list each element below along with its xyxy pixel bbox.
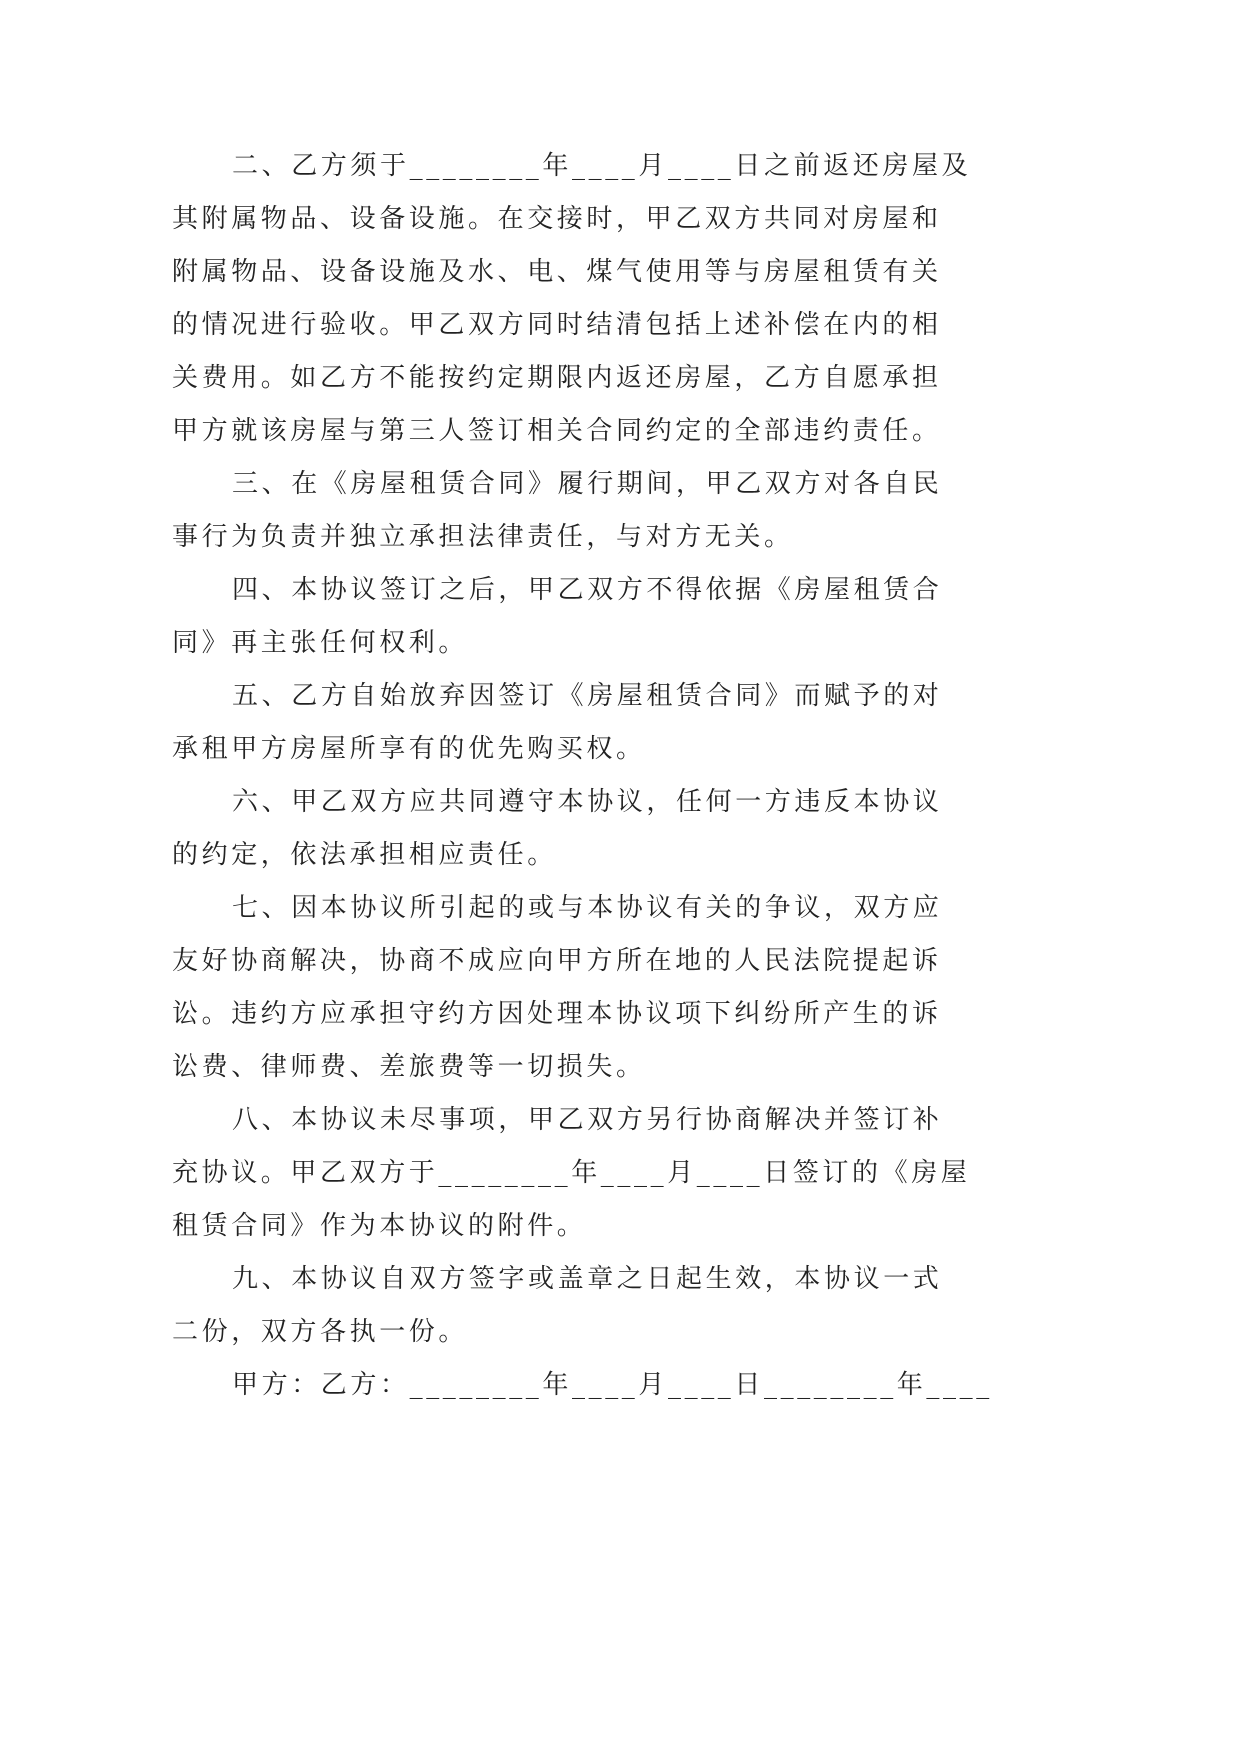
text-line: 附属物品、设备设施及水、电、煤气使用等与房屋租赁有关 — [172, 257, 942, 287]
clause-5 — [172, 670, 952, 776]
text-line: 八、本协议未尽事项，甲乙双方另行协商解决并签订补 — [232, 1105, 943, 1135]
text-line: 甲方就该房屋与第三人签订相关合同约定的全部违约责任。 — [172, 416, 942, 446]
document-body — [172, 140, 993, 1412]
text-line: 友好协商解决，协商不成应向甲方所在地的人民法院提起诉 — [172, 946, 942, 976]
text-line: 九、本协议自双方签字或盖章之日起生效，本协议一式 — [232, 1264, 943, 1294]
text-line: 二份，双方各执一份。 — [172, 1317, 469, 1347]
text-line: 甲方：乙方：________年____月____日________年____ — [232, 1370, 993, 1400]
text-line: 六、甲乙双方应共同遵守本协议，任何一方违反本协议 — [232, 787, 943, 817]
signature-line — [172, 1359, 993, 1412]
clause-7 — [172, 882, 952, 1094]
text-line: 二、乙方须于________年____月____日之前返还房屋及 — [232, 151, 972, 181]
text-line: 讼。违约方应承担守约方因处理本协议项下纠纷所产生的诉 — [172, 999, 942, 1029]
clause-2 — [172, 140, 972, 458]
text-line: 的情况进行验收。甲乙双方同时结清包括上述补偿在内的相 — [172, 310, 942, 340]
clause-3 — [172, 458, 952, 564]
text-line: 的约定，依法承担相应责任。 — [172, 840, 557, 870]
text-line: 关费用。如乙方不能按约定期限内返还房屋，乙方自愿承担 — [172, 363, 942, 393]
text-line: 五、乙方自始放弃因签订《房屋租赁合同》而赋予的对 — [232, 681, 943, 711]
clause-8 — [172, 1094, 971, 1253]
clause-4 — [172, 564, 952, 670]
text-line: 事行为负责并独立承担法律责任，与对方无关。 — [172, 522, 794, 552]
clause-6 — [172, 776, 952, 882]
text-line: 充协议。甲乙双方于________年____月____日签订的《房屋 — [172, 1158, 971, 1188]
clause-9 — [172, 1253, 952, 1359]
text-line: 承租甲方房屋所享有的优先购买权。 — [172, 734, 646, 764]
text-line: 同》再主张任何权利。 — [172, 628, 469, 658]
text-line: 三、在《房屋租赁合同》履行期间，甲乙双方对各自民 — [232, 469, 943, 499]
text-line: 其附属物品、设备设施。在交接时，甲乙双方共同对房屋和 — [172, 204, 942, 234]
text-line: 七、因本协议所引起的或与本协议有关的争议，双方应 — [232, 893, 943, 923]
text-line: 讼费、律师费、差旅费等一切损失。 — [172, 1052, 646, 1082]
text-line: 四、本协议签订之后，甲乙双方不得依据《房屋租赁合 — [232, 575, 943, 605]
text-line: 租赁合同》作为本协议的附件。 — [172, 1211, 587, 1241]
